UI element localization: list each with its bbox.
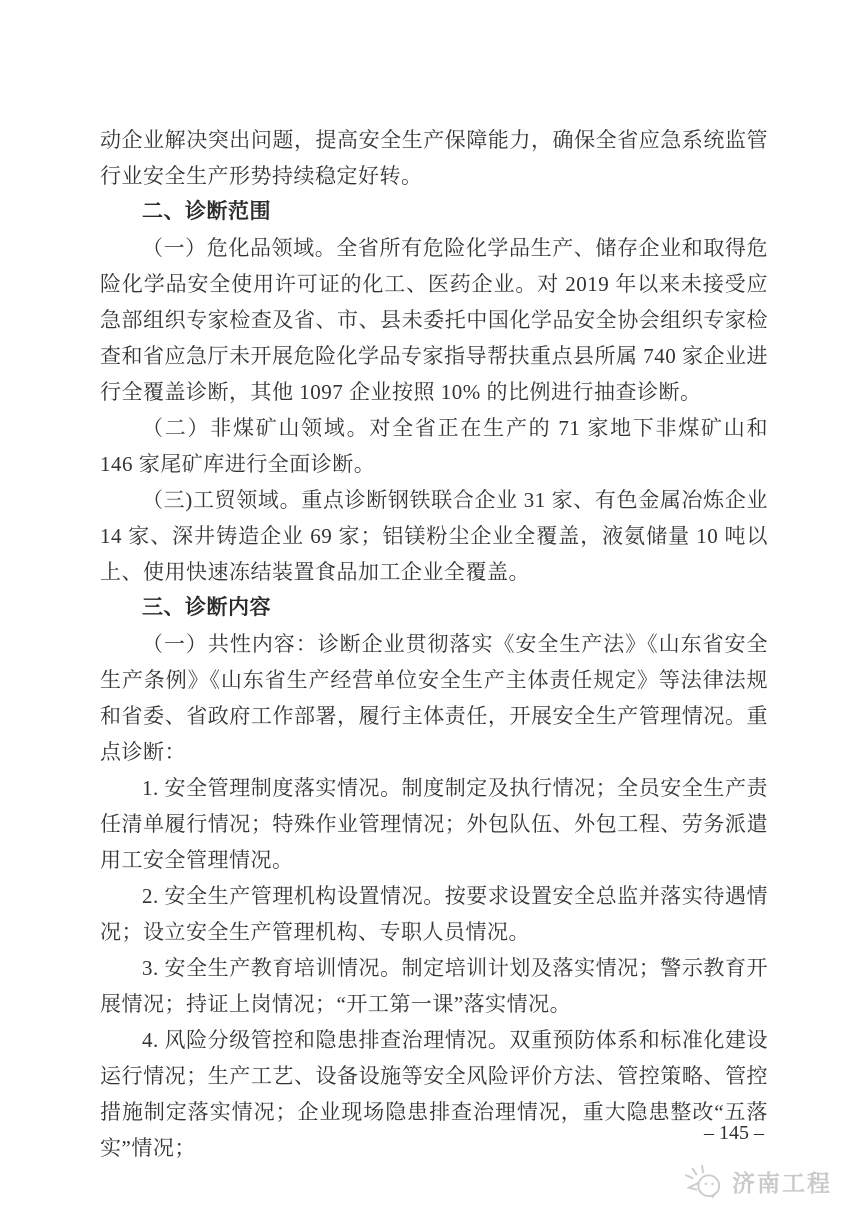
paragraph-non-coal-mines: （二）非煤矿山领域。对全省正在生产的 71 家地下非煤矿山和 146 家尾矿库进行全面诊断。	[100, 416, 768, 476]
paragraph-item-1: 1. 安全管理制度落实情况。制度制定及执行情况；全员安全生产责任清单履行情况；特殊作业管理情况；外包队伍、外包工程、劳务派遣用工安全管理情况。	[100, 776, 768, 872]
paragraph-common-content: （一）共性内容：诊断企业贯彻落实《安全生产法》《山东省安全生产条例》《山东省生产经营单位安全生产主体责任规定》等法律法规和省委、省政府工作部署，履行主体责任，开展安全生产管理情况。重点诊断：	[100, 632, 768, 764]
megaphone-icon	[683, 1163, 725, 1199]
section-heading-2: 二、诊断范围	[142, 200, 271, 223]
paragraph-hazardous-chemicals: （一）危化品领域。全省所有危险化学品生产、储存企业和取得危险化学品安全使用许可证的化工、医药企业。对 2019 年以来未接受应急部组织专家检查及省、市、县未委托中国化学品安全协会组织专家检查和省应急厅未开展危险化学品专家指导帮扶重点县所属 740 家企业进行全覆盖诊断，其他 1097 企业按照 10% 的比例进行抽查诊断。	[100, 236, 768, 404]
section-heading-3: 三、诊断内容	[142, 596, 271, 619]
paragraph-industry-trade: （三)工贸领域。重点诊断钢铁联合企业 31 家、有色金属冶炼企业 14 家、深井铸造企业 69 家；铝镁粉尘企业全覆盖，液氨储量 10 吨以上、使用快速冻结装置食品加工企业全覆盖。	[100, 488, 768, 584]
paragraph-item-2: 2. 安全生产管理机构设置情况。按要求设置安全总监并落实待遇情况；设立安全生产管理机构、专职人员情况。	[100, 884, 768, 944]
watermark-label: 济南工程	[732, 1169, 832, 1196]
watermark	[683, 1163, 832, 1199]
paragraph-item-4: 4. 风险分级管控和隐患排查治理情况。双重预防体系和标准化建设运行情况；生产工艺、设备设施等安全风险评价方法、管控策略、管控措施制定落实情况；企业现场隐患排查治理情况，重大隐患整改“五落实”情况；	[100, 1028, 768, 1160]
page-number: – 145 –	[704, 1122, 764, 1144]
paragraph-continuation: 动企业解决突出问题，提高安全生产保障能力，确保全省应急系统监管行业安全生产形势持续稳定好转。	[100, 128, 768, 188]
document-body	[100, 122, 768, 1166]
paragraph-item-3: 3. 安全生产教育培训情况。制定培训计划及落实情况；警示教育开展情况；持证上岗情况；“开工第一课”落实情况。	[100, 956, 768, 1016]
